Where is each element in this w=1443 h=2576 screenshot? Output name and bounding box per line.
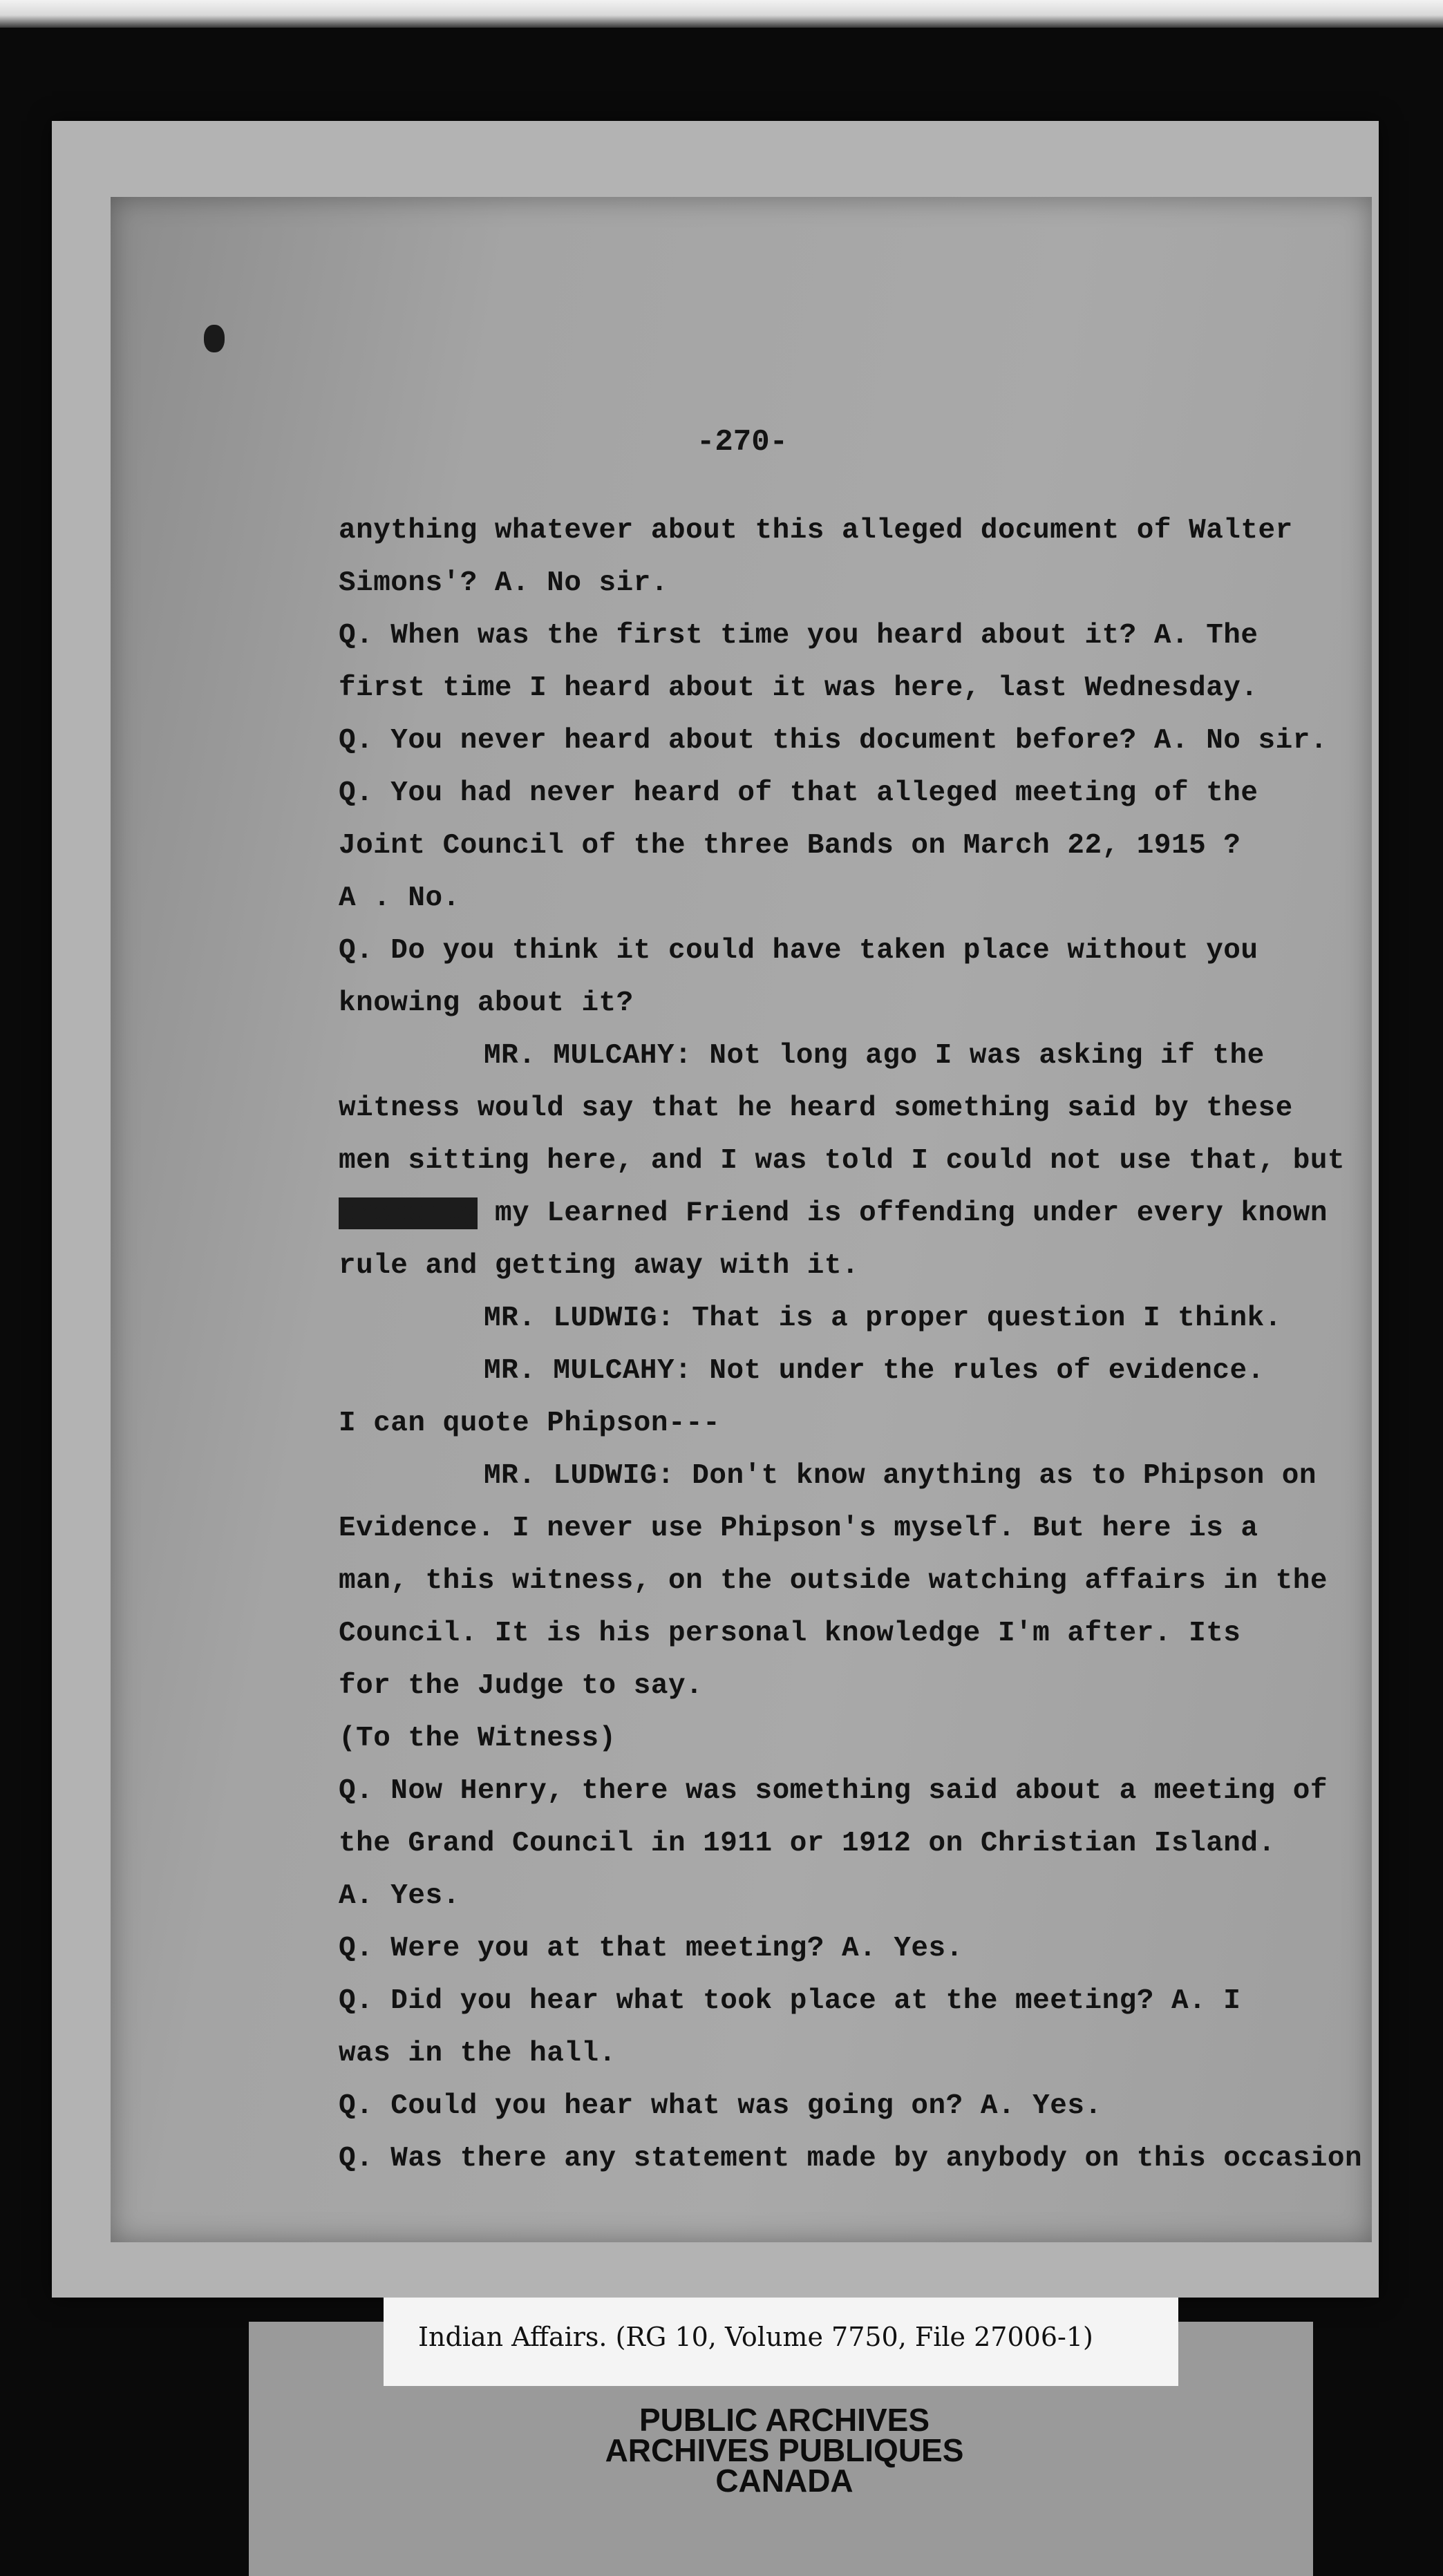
transcript-line [339,557,1313,609]
line-text: Q. Was there any statement made by anybody on this occasion [339,2143,1363,2175]
transcript-line [339,1712,1313,1765]
transcript-line [339,1922,1313,1975]
line-text: witness would say that he heard something said by these [339,1092,1293,1124]
line-text: Q. You never heard about this document before? A. No sir. [339,725,1328,757]
page-number: -270- [697,425,789,460]
stamp-line-3: CANADA [715,2463,853,2499]
transcript-line [339,1240,1313,1292]
line-text: A. Yes. [339,1880,460,1912]
transcript-line [339,1975,1313,2027]
line-text: MR. LUDWIG: That is a proper question I think. [484,1303,1282,1334]
transcript-line [339,1397,1313,1450]
line-text: Q. When was the first time you heard about it? A. The [339,620,1258,652]
transcript-line [339,1030,1313,1082]
transcript-line [339,504,1313,557]
line-text: knowing about it? [339,987,634,1019]
transcript-line [339,1450,1317,1502]
line-text: Q. Could you hear what was going on? A. Yes. [339,2090,1102,2122]
line-text: MR. MULCAHY: Not under the rules of evidence. [484,1355,1265,1387]
line-text: Q. You had never heard of that alleged meeting of the [339,777,1258,809]
line-text: men sitting here, and I was told I could not use that, but [339,1145,1346,1177]
line-text: man, this witness, on the outside watching affairs in the [339,1565,1328,1597]
transcript-line [339,2080,1313,2132]
transcript-line [339,609,1313,662]
line-text: my Learned Friend is offending under every known [477,1197,1328,1229]
line-text: Joint Council of the three Bands on March 22, 1915 ? [339,830,1241,862]
line-text: MR. MULCAHY: Not long ago I was asking if the [484,1040,1265,1072]
stamp-line-2: ARCHIVES PUBLIQUES [605,2432,964,2468]
transcript-line [339,820,1313,872]
transcript-line [339,662,1313,714]
archives-stamp [563,2402,1006,2499]
line-text: MR. LUDWIG: Don't know anything as to Phipson on [484,1460,1317,1492]
transcript-line [339,1555,1328,1607]
film-top-edge [0,0,1443,28]
transcript-line [339,925,1313,977]
line-text: I can quote Phipson--- [339,1408,721,1439]
transcript-line [339,1607,1313,1660]
line-text: first time I heard about it was here, last Wednesday. [339,672,1258,704]
line-text: Q. Were you at that meeting? A. Yes. [339,1933,963,1964]
transcript-line [339,1870,1313,1922]
transcript-line [339,1765,1328,1817]
transcript-line [339,872,1313,925]
line-text: rule and getting away with it. [339,1250,860,1282]
transcript-line [339,1817,1313,1870]
transcript-body [339,504,1363,2185]
line-text: for the Judge to say. [339,1670,704,1702]
transcript-line [339,714,1328,767]
line-text: was in the hall. [339,2038,616,2070]
transcript-line [339,1292,1313,1345]
transcript-line [339,1660,1313,1712]
line-text: (To the Witness) [339,1723,616,1754]
line-text: A . No. [339,882,460,914]
transcript-line [339,977,1313,1030]
citation-text: Indian Affairs. (RG 10, Volume 7750, File 27006-1) [418,2322,1093,2352]
line-text: Q. Now Henry, there was something said about a meeting of [339,1775,1328,1807]
stamp-line-1: PUBLIC ARCHIVES [639,2402,930,2438]
transcript-line [339,2027,1313,2080]
transcript-line [339,1187,1328,1240]
line-text: the Grand Council in 1911 or 1912 on Christian Island. [339,1828,1276,1859]
transcript-line [339,2132,1363,2185]
transcript-line [339,767,1313,820]
line-text: Q. Did you hear what took place at the meeting? A. I [339,1985,1241,2017]
line-text: Simons'? A. No sir. [339,567,668,599]
transcript-line [339,1135,1346,1187]
punch-hole [204,325,225,352]
line-text: Evidence. I never use Phipson's myself. But here is a [339,1513,1258,1544]
line-text: Q. Do you think it could have taken place without you [339,935,1258,967]
line-text: anything whatever about this alleged document of Walter [339,515,1293,547]
transcript-line [339,1082,1313,1135]
struck-out-word: properly [339,1197,478,1229]
transcript-line [339,1345,1313,1397]
line-text: Council. It is his personal knowledge I'm after. Its [339,1618,1241,1649]
transcript-line [339,1502,1313,1555]
